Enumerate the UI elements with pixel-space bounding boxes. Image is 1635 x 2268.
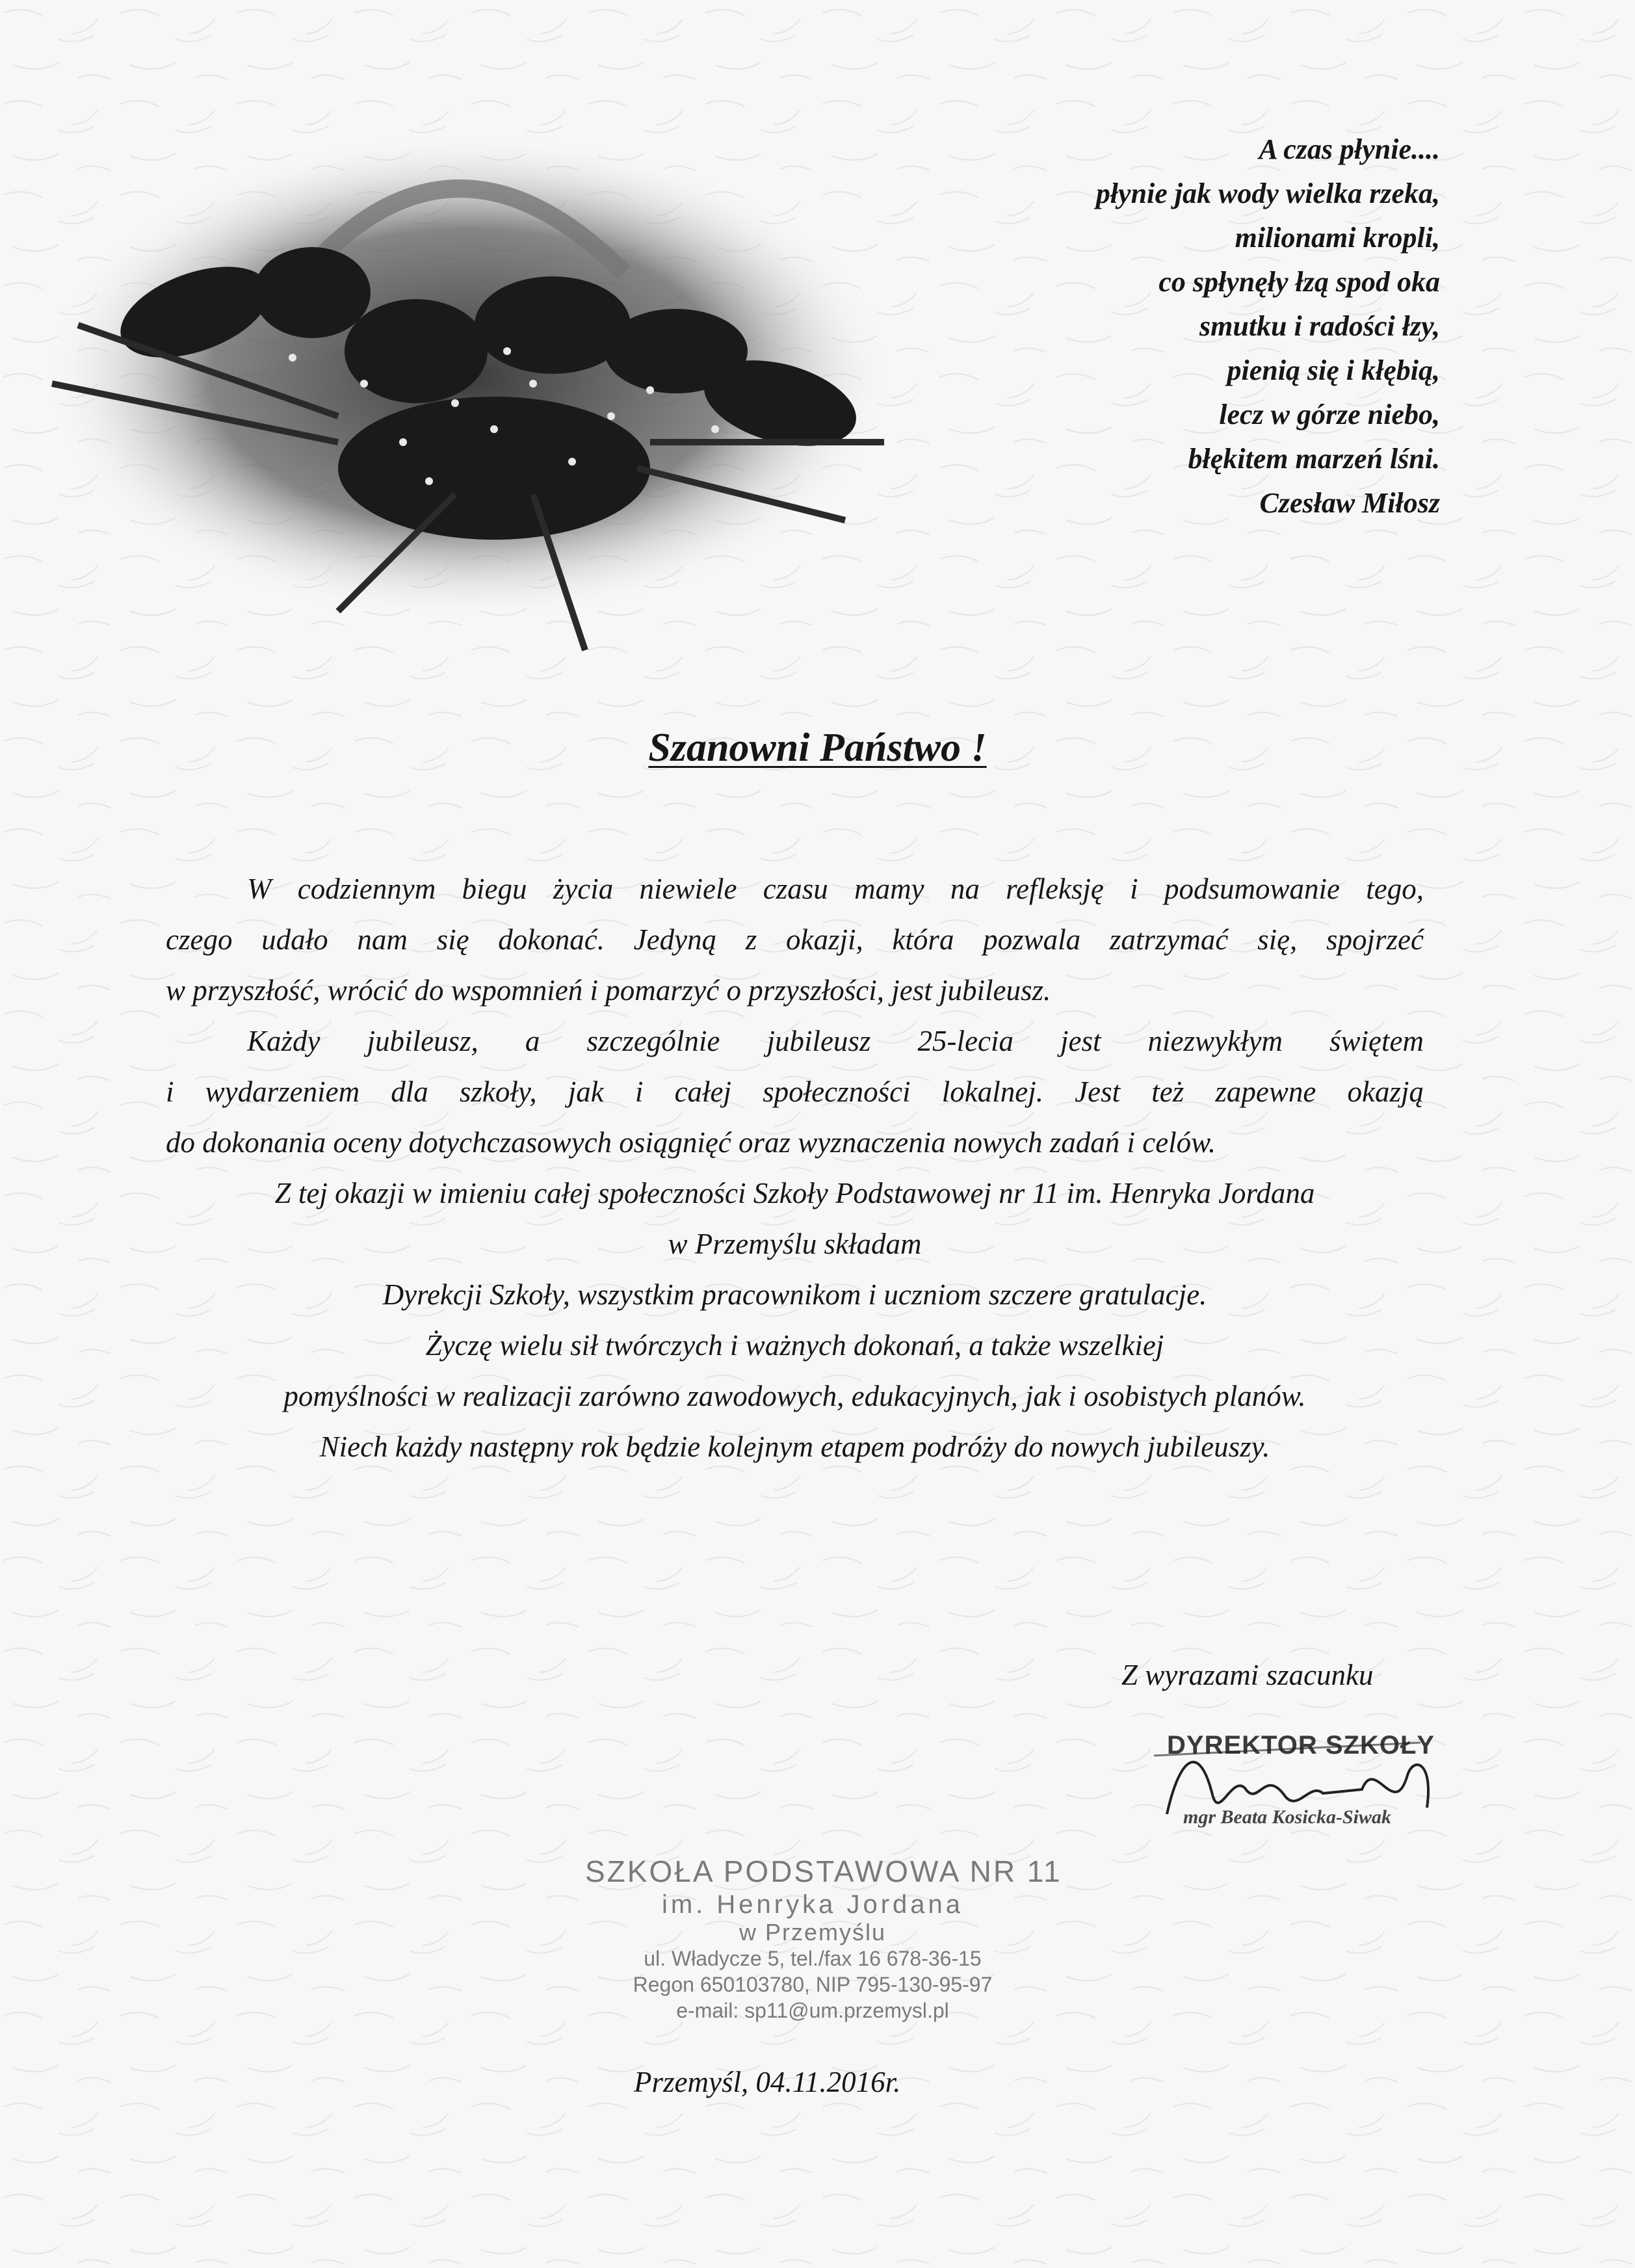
salutation-text: Szanowni Państwo ! [648, 726, 987, 770]
body-line: Niech każdy następny rok będzie kolejnym etapem podróży do nowych jubileuszy. [319, 1431, 1270, 1463]
director-title: DYREKTOR SZKOŁY [1167, 1731, 1435, 1760]
poem-quote [790, 127, 1440, 525]
poem-line: milionami kropli, [1235, 222, 1440, 254]
poem-author: Czesław Miłosz [1259, 487, 1440, 519]
signature-block [1128, 1717, 1453, 1847]
handwritten-signature [1128, 1717, 1453, 1847]
stamp-line: im. Henryka Jordana [661, 1890, 964, 1919]
poem-line: pienią się i kłębią, [1227, 354, 1440, 386]
body-line: w Przemyślu składam [668, 1228, 922, 1260]
closing-phrase: Z wyrazami szacunku [1121, 1659, 1374, 1691]
body-line: Życzę wielu sił twórczych i ważnych dokonań, a także wszelkiej [425, 1329, 1164, 1362]
poem-line: lecz w górze niebo, [1219, 399, 1440, 430]
body-line: i wydarzeniem dla szkoły, jak i całej społeczności lokalnej. Jest też zapewne okazją [166, 1075, 1424, 1108]
body-line: w przyszłość, wrócić do wspomnień i pomarzyć o przyszłości, jest jubileusz. [166, 974, 1051, 1007]
place-and-date: Przemyśl, 04.11.2016r. [634, 2066, 901, 2098]
salutation-heading [0, 722, 1635, 774]
stamp-line: w Przemyślu [739, 1919, 887, 1945]
poem-line: A czas płynie.... [1259, 133, 1440, 165]
body-line: do dokonania oceny dotychczasowych osiągnięć oraz wyznaczenia nowych zadań i celów. [166, 1126, 1216, 1159]
poem-line: smutku i radości łzy, [1199, 310, 1440, 342]
body-line: czego udało nam się dokonać. Jedyną z okazji, która pozwala zatrzymać się, spojrzeć [166, 923, 1424, 956]
body-line: Każdy jubileusz, a szczególnie jubileusz 25-lecia jest niezwykłym świętem [247, 1025, 1424, 1057]
poem-line: co spłynęły łzą spod oka [1158, 266, 1440, 298]
director-name: mgr Beata Kosicka-Siwak [1183, 1806, 1392, 1828]
stamp-line: e-mail: sp11@um.przemysl.pl [676, 1999, 949, 2022]
stamp-line: SZKOŁA PODSTAWOWA NR 11 [585, 1854, 1062, 1888]
letter-body [166, 864, 1424, 1472]
stamp-line: ul. Władycze 5, tel./fax 16 678-36-15 [644, 1947, 982, 1970]
school-stamp [585, 1853, 1062, 2024]
stamp-line: Regon 650103780, NIP 795-130-95-97 [633, 1973, 993, 1996]
body-line: Z tej okazji w imieniu całej społeczności Szkoły Podstawowej nr 11 im. Henryka Jordana [274, 1177, 1315, 1209]
poem-line: błękitem marzeń lśni. [1188, 443, 1440, 475]
body-line: W codziennym biegu życia niewiele czasu mamy na refleksję i podsumowanie tego, [247, 873, 1424, 905]
body-line: pomyślności w realizacji zarówno zawodowych, edukacyjnych, jak i osobistych planów. [283, 1380, 1306, 1412]
poem-line: płynie jak wody wielka rzeka, [1095, 178, 1440, 209]
body-line: Dyrekcji Szkoły, wszystkim pracownikom i uczniom szczere gratulacje. [382, 1278, 1207, 1311]
